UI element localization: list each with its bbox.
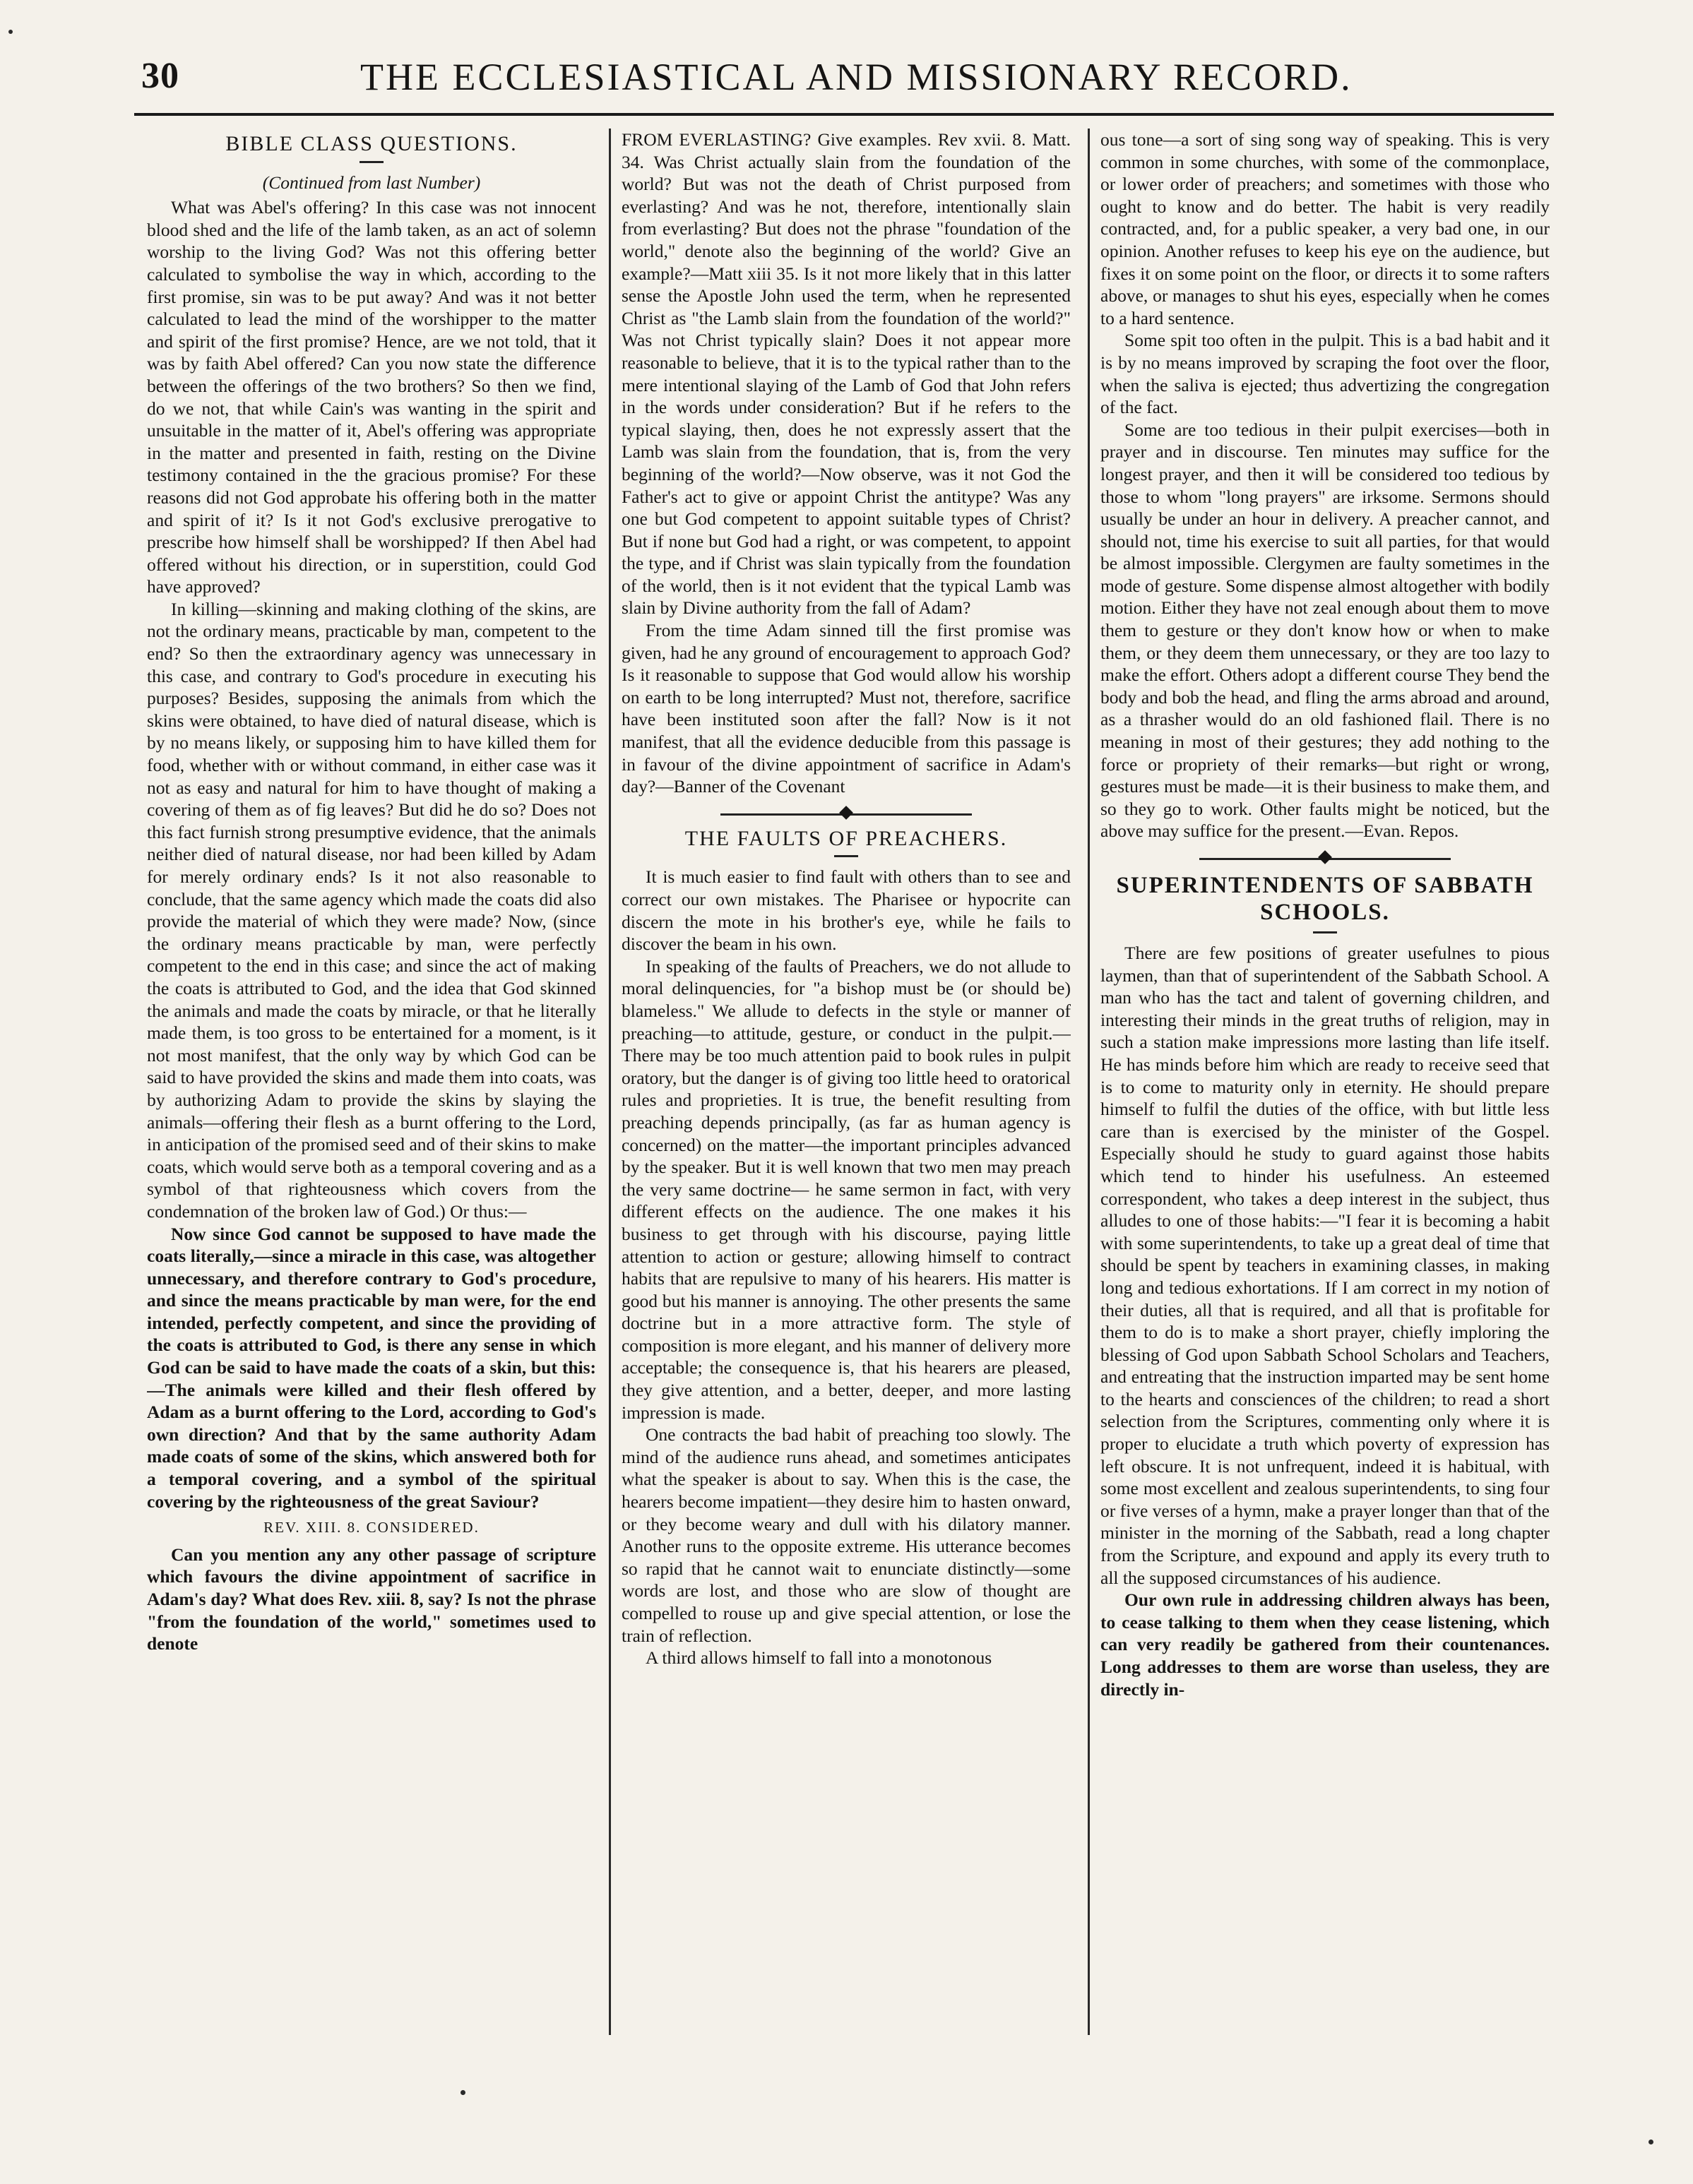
section-separator bbox=[1100, 849, 1550, 868]
paragraph: It is much easier to find fault with others than to see and correct our own mistakes. The Pharisee or hypocrite can discern the mote in his brother's eye, while he fails to discover the beam in his own. bbox=[622, 866, 1071, 955]
paragraph: Now since God cannot be supposed to have made the coats literally,—since a miracle in this case, was altogether unnecessary, and therefore contrary to God's procedure, and since the means practicable by man were, for the end intended, perfectly competent, and since the providing of the coats is attributed to God, is there any sense in which God can be said to have made the coats of a skin, but this:—The animals were killed and their flesh offered by Adam as a burnt offering to the Lord, according to God's own direction? And that by the same authority Adam made coats of some of the skins, which answered both for a temporal covering, and a symbol of the spiritual covering by the righteousness of the great Saviour? bbox=[147, 1223, 596, 1512]
heading-dash bbox=[360, 161, 384, 163]
paragraph: Can you mention any any other passage of scripture which favours the divine appointment of sacrifice in Adam's day? What does Rev. xiii. 8, say? Is not the phrase "from the foundation of the world," sometimes used to denote bbox=[147, 1544, 596, 1654]
diamond-ornament-icon bbox=[1318, 850, 1332, 864]
column-2 bbox=[622, 129, 1071, 2049]
faults-heading: THE FAULTS OF PREACHERS. bbox=[684, 826, 1008, 850]
paragraph: ous tone—a sort of sing song way of speaking. This is very common in some churches, with some of the commonplace, or lower order of preachers; and sometimes with those who ought to know and do better. The habit is very readily contracted, and, for a public speaker, a very bad one, in our opinion. Another refuses to keep his eye on the audience, but fixes it on some point on the floor, or directs it to some rafters above, or manages to shut his eyes, especially when he comes to a hard sentence. bbox=[1100, 129, 1550, 328]
subsection-heading: REV. XIII. 8. CONSIDERED. bbox=[263, 1519, 480, 1536]
paragraph: Our own rule in addressing children always has been, to cease talking to them when they cease listening, which can very readily be gathered from their countenances. Long addresses to them are worse than useless, they are directly in- bbox=[1100, 1589, 1550, 1700]
paragraph: Some spit too often in the pulpit. This is a bad habit and it is by no means improved by scraping the foot over the floor, when the saliva is ejected; thus advertizing the congregation of the fact. bbox=[1100, 330, 1550, 418]
paragraph: FROM EVERLASTING? Give examples. Rev xvii. 8. Matt. 34. Was Christ actually slain from the foundation of the world? But was not the death of Christ purposed from everlasting? And was he not, therefore, intentionally slain from everlasting? But does not the phrase "foundation of the world," denote also the beginning of the world? Give an example?—Matt xiii 35. Is it not more likely that in this latter sense the Apostle John used the term, when he represented Christ as "the Lamb slain from the foundation of the world?" Was not Christ typically slain? Does it not appear more reasonable to believe, that it is to the typical rather than to the mere intentional slaying of the Lamb of God that John refers in the words under consideration? But if he refers to the typical slaying, then, does he not expressly assert that the Lamb was slain from the foundation, that is, from the very beginning of the world?—Now observe, was it not God the Father's act to give or appoint Christ the antitype? Was any one but God competent to appoint suitable types of Christ? But if none but God had a right, or was competent, to appoint the type, and if Christ was slain typically from the foundation of the world, then is it not evident that the typical Lamb was slain by Divine authority from the fall of Adam? bbox=[622, 129, 1071, 619]
heading-dash bbox=[834, 855, 858, 857]
diamond-ornament-icon bbox=[839, 806, 853, 820]
paragraph: In speaking of the faults of Preachers, we do not allude to moral delinquencies, for "a bishop must be (or should be) blameless." We allude to defects in the style or manner of preaching—to attitude, gesture, or conduct in the pulpit.—There may be too much attention paid to book rules in pulpit oratory, but the danger is of giving too little heed to oratorical rules and proprieties. It is true, the benefit resulting from preaching depends principally, (as far as human agency is concerned) on the matter—the important principles advanced by the speaker. But it is well known that two men may preach the very same doctrine— he same sermon in fact, with very different effects on the audience. The one makes it his business to get through with his discourse, paying little attention to action or gesture; allowing himself to contract habits that are repulsive to many of his hearers. His matter is good but his manner is annoying. The other presents the same doctrine but in a more attractive form. The style of composition is more elegant, and his manner of delivery more acceptable; the consequence is, that his hearers are pleased, they give attention, and a better, deeper, and more lasting impression is made. bbox=[622, 955, 1071, 1423]
paragraph: Some are too tedious in their pulpit exercises—both in prayer and in discourse. Ten minutes may suffice for the longest prayer, and then it will be considered too tedious by those to whom "long prayers" are irksome. Sermons should usually be under an hour in delivery. A preacher cannot, and should not, time his exercise to suit all parties, for that would be almost impossible. Clergymen are faulty sometimes in the mode of gesture. Some dispense almost altogether with bodily motion. Either they have not zeal enough about them to move them to gesture or they don't know how or when to make them, or they deem them unnecessary, or they are too lazy to make the effort. Others adopt a different course They bend the body and bob the head, and fling the arms abroad and around, as a thrasher would do an old fashioned flail. There is no meaning in most of their gestures; they add nothing to the force or propriety of their remarks—but right or wrong, gestures must be made—it is their business to make them, and so they go to work. Other faults might be noticed, but the above may suffice for the present.—Evan. Repos. bbox=[1100, 419, 1550, 842]
column-1 bbox=[147, 129, 596, 2049]
paragraph: A third allows himself to fall into a monotonous bbox=[646, 1647, 992, 1669]
column-rule-left bbox=[609, 129, 611, 2035]
print-speck bbox=[1649, 2140, 1653, 2144]
paragraph: What was Abel's offering? In this case was not innocent blood shed and the life of the lamb taken, as an act of solemn worship to the living God? Was not this offering better calculated to symbolise the way in which, according to the first promise, sin was to be put away? And was it not better calculated to lead the mind of the worshipper to the matter and spirit of the first promise? Hence, are we not told, that it was by faith Abel offered? Can you now state the difference between the offerings of the two brothers? So then we find, do we not, that while Cain's was wanting in the spirit and unsuitable in the matter of it, Abel's offering was appropriate in the matter and presented in faith, resting on the Divine testimony contained in the the gracious promise? For these reasons did not God approbate his offering both in the matter and spirit of it? Is it not God's exclusive prerogative to prescribe how himself shall be worshipped? If then Abel had offered without his direction, or in superstition, could God have approved? bbox=[147, 197, 596, 597]
header-rule bbox=[134, 113, 1554, 116]
column-3 bbox=[1100, 129, 1550, 2049]
print-speck bbox=[461, 2090, 465, 2095]
superintendents-heading: SUPERINTENDENTS OF SABBATH SCHOOLS. bbox=[1116, 873, 1534, 925]
paragraph: There are few positions of greater usefulnes to pious laymen, than that of superintendent of the Sabbath School. A man who has the tact and talent of governing children, and interesting their minds in the great truths of religion, may in such a station make impressions more lasting than life itself. He has minds before him which are ready to receive seed that is to come to maturity only in eternity. He should prepare himself to fulfil the duties of the office, with but little less care than is exercised by the minister of the Gospel. Especially should he study to guard against those habits which tend to hinder his usefulness. An esteemed correspondent, who takes a deep interest in the subject, thus alludes to one of those habits:—"I fear it is becoming a habit with some superintendents, to take up a great deal of time that should be spent by teachers in examining classes, in making long and tedious exhortations. If I am correct in my notion of their duties, all that is required, and all that is profitable for them to do is to make a short prayer, chiefly imploring the blessing of God upon Sabbath School Scholars and Teachers, and entreating that the instruction imparted may be sent home to the hearts and consciences of the children; to read a short selection from the Scriptures, commenting only where it is proper to elucidate a truth which poverty of expression has left obscure. It is not unfrequent, indeed it is habitual, with some most excellent and zealous superintendents, to sing four or five verses of a hymn, make a prayer longer than that of the minister in the morning of the Sabbath, read a long chapter from the Scripture, and expound and apply its every truth to all the supposed circumstances of his audience. bbox=[1100, 943, 1550, 1588]
heading-dash bbox=[1313, 931, 1337, 933]
bible-class-heading: BIBLE CLASS QUESTIONS. bbox=[225, 132, 518, 155]
paragraph: From the time Adam sinned till the first promise was given, had he any ground of encouragement to approach God? Is it reasonable to suppose that God would allow his worship on earth to be long interrupted? Must not, therefore, sacrifice have been instituted soon after the fall? Now is it not manifest, that all the evidence deducible from this passage is in favour of the divine appointment of sacrifice in Adam's day?—Banner of the Covenant bbox=[622, 620, 1071, 797]
running-title: THE ECCLESIASTICAL AND MISSIONARY RECORD. bbox=[360, 56, 1353, 98]
continued-note: (Continued from last Number) bbox=[262, 172, 481, 193]
column-rule-right bbox=[1088, 129, 1090, 2035]
section-separator bbox=[622, 805, 1071, 823]
page-number: 30 bbox=[141, 56, 179, 96]
page-header bbox=[134, 55, 1554, 110]
print-speck bbox=[8, 30, 13, 34]
paragraph: In killing—skinning and making clothing of the skins, are not the ordinary means, practicable by man, competent to the end? So then the extraordinary agency was unnecessary in this case, and contrary to God's procedure in executing his purposes? Besides, supposing the animals from which the skins were obtained, to have died of natural disease, which is by no means likely, or supposing him to have killed them for food, whether with or without command, in either case was it not as easy and natural for him to have thought of making a covering of them as of fig leaves? But did he do so? Does not this fact furnish strong presumptive evidence, that the animals neither died of natural disease, nor had been killed by Adam for merely ordinary ends? Is it not also reasonable to conclude, that the same agency which made the coats did also provide the material of which they were made? Now, (since the ordinary means practicable by man, were perfectly competent to the end in this case; and since the act of making the coats is attributed to God, and the idea that God skinned the animals and made the coats by miracle, or that he literally made them, is too gross to be entertained for a moment, is it not most manifest, that the only way by which God can be said to have provided the skins and made them into coats, was by authorizing Adam to provide the skins by slaying the animals—offering their flesh as a burnt offering to the Lord, in anticipation of the promised seed and of their skins to make coats, which would serve both as a temporal covering and as a symbol of that righteousness which covers from the condemnation of the broken law of God.) Or thus:— bbox=[147, 598, 596, 1222]
paragraph: One contracts the bad habit of preaching too slowly. The mind of the audience runs ahead, and sometimes anticipates what the speaker is about to say. When this is the case, the hearers become impatient—they desire him to hasten onward, or they become weary and dull with his dilatory manner. Another runs to the opposite extreme. His utterance becomes so rapid that he cannot wait to enunciate distinctly—some words are lost, and those who are slow of thought are compelled to rouse up and give special attention, or lose the train of reflection. bbox=[622, 1424, 1071, 1646]
